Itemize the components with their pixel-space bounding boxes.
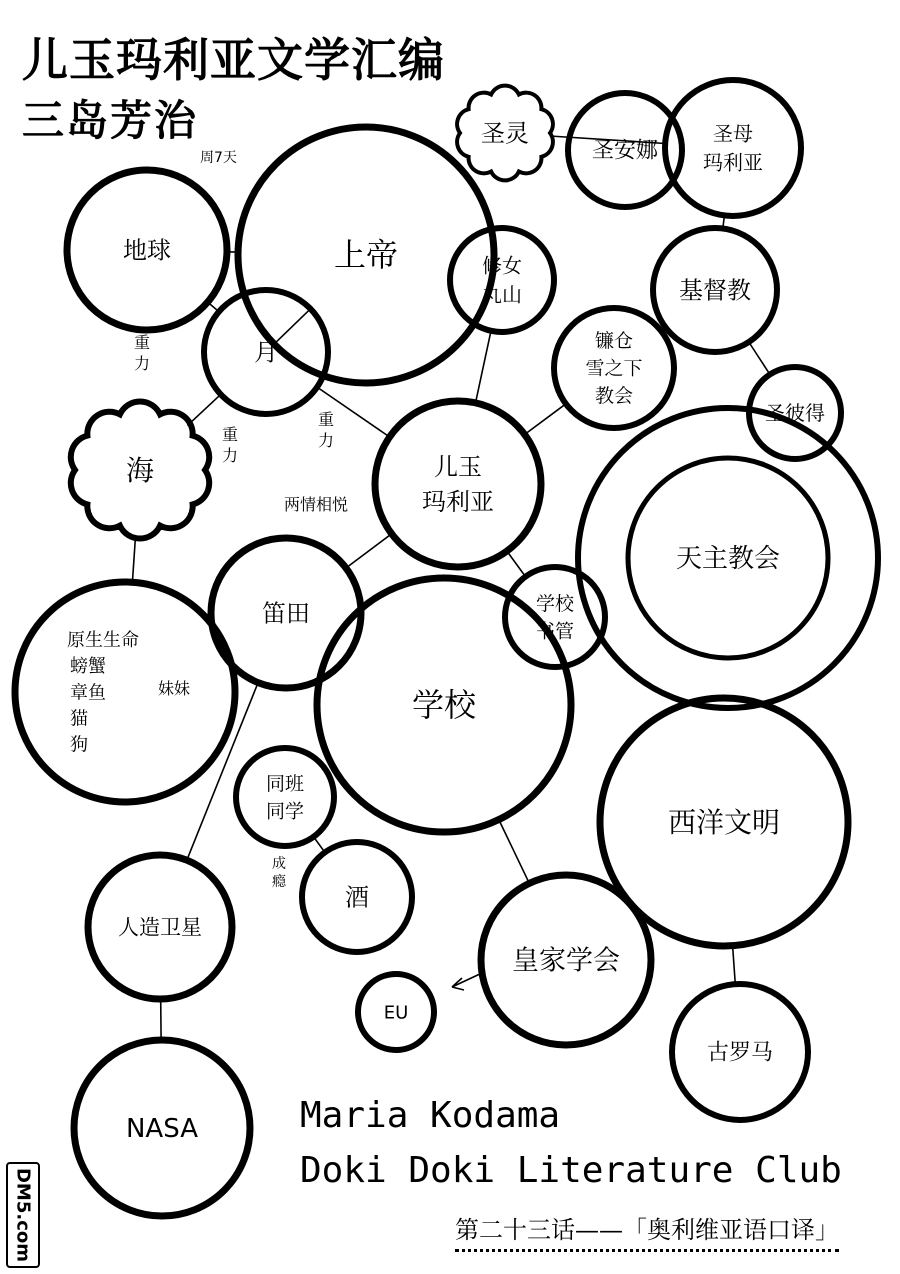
node-label-school-librarian: 学校书管 bbox=[535, 592, 575, 643]
edge-kamakura-church-kodama-maria bbox=[525, 404, 566, 435]
node-label-liquor: 酒 bbox=[345, 883, 369, 912]
node-label-classmate: 同班同学 bbox=[265, 772, 305, 823]
node-circle-holy-mother bbox=[665, 80, 801, 216]
arrow-royal-society-to-eu bbox=[452, 973, 482, 990]
node-circle-kodama-maria bbox=[375, 401, 541, 567]
edge-moon-sea bbox=[187, 394, 220, 425]
edge-kodama-maria-school-librarian bbox=[507, 551, 526, 577]
node-label-sea: 海 bbox=[125, 453, 155, 487]
edge-western-civ-ancient-rome bbox=[733, 946, 736, 985]
edge-label-mon-tue: 周7天 bbox=[200, 150, 237, 166]
credit-club: Doki Doki Literature Club bbox=[300, 1150, 842, 1191]
edge-label-gravity-1: 重力 bbox=[134, 333, 151, 373]
node-label-primitive-life: 原生生命螃蟹章鱼猫狗 bbox=[67, 630, 139, 756]
edge-shujo-maruyama-kodama-maria bbox=[476, 331, 492, 403]
edge-label-addiction: 成瘾 bbox=[272, 856, 286, 891]
watermark-logo bbox=[6, 1162, 40, 1268]
node-label-eu: EU bbox=[383, 1002, 409, 1024]
node-label-holy-mother: 圣母玛利亚 bbox=[703, 121, 763, 175]
node-label-st-anna: 圣安娜 bbox=[591, 138, 659, 164]
node-label-st-peter: 圣彼得 bbox=[765, 401, 825, 425]
node-label-shujo-maruyama: 修女丸山 bbox=[482, 253, 522, 307]
edge-school-royal-society bbox=[499, 820, 530, 884]
node-label-school: 学校 bbox=[411, 686, 477, 725]
edge-sea-primitive-life bbox=[132, 535, 135, 582]
node-label-satellite: 人造卫星 bbox=[118, 915, 202, 940]
edge-christianity-st-peter bbox=[749, 342, 770, 374]
edge-label-sister: 妹妹 bbox=[158, 679, 191, 698]
node-label-earth: 地球 bbox=[123, 236, 171, 265]
node-label-ancient-rome: 古罗马 bbox=[706, 1040, 774, 1066]
chapter-title: 第二十三话——「奥利维亚语口译」 bbox=[455, 1210, 839, 1252]
node-label-nasa: NASA bbox=[125, 1114, 199, 1145]
node-circle-classmate bbox=[236, 748, 334, 846]
node-label-catholic-church: 天主教会 bbox=[675, 544, 781, 575]
edge-kodama-maria-fueda bbox=[346, 534, 392, 568]
author-name: 三岛芳治 bbox=[22, 96, 199, 145]
edge-label-gravity-3: 重力 bbox=[318, 410, 335, 450]
node-label-kamakura-church: 镰仓雪之下教会 bbox=[585, 330, 643, 408]
edge-god-moon bbox=[274, 309, 310, 344]
edge-label-mutual-love: 两情相悦 bbox=[284, 495, 349, 514]
node-label-kodama-maria: 儿玉玛利亚 bbox=[422, 453, 494, 516]
credit-author: Maria Kodama bbox=[300, 1095, 561, 1136]
node-label-fueda: 笛田 bbox=[262, 599, 310, 628]
node-label-royal-society: 皇家学会 bbox=[512, 945, 620, 977]
node-label-moon: 月 bbox=[254, 338, 278, 367]
node-circle-primitive-life bbox=[15, 582, 235, 802]
page-title: 儿玉玛利亚文学汇编 bbox=[22, 33, 445, 87]
node-label-holy-spirit: 圣灵 bbox=[481, 119, 529, 148]
node-label-christianity: 基督教 bbox=[679, 276, 751, 305]
node-label-western-civ: 西洋文明 bbox=[667, 805, 781, 839]
node-circle-shujo-maruyama bbox=[450, 228, 554, 332]
edge-label-gravity-2: 重力 bbox=[222, 425, 239, 465]
watermark-text: DM5.com bbox=[12, 1167, 34, 1263]
node-label-god: 上帝 bbox=[333, 236, 399, 275]
